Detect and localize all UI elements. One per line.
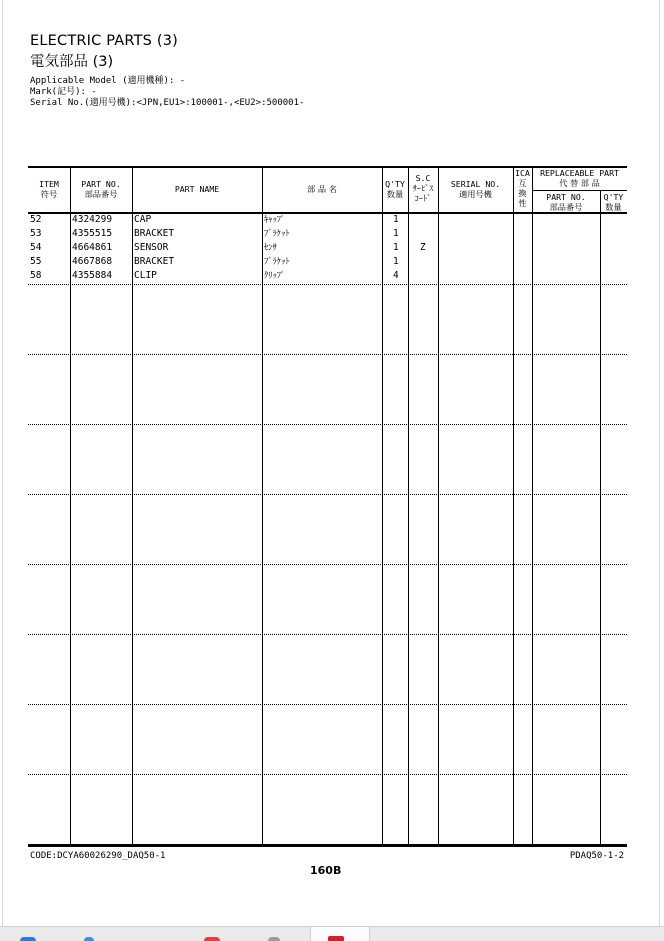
column-divider [70,166,71,847]
header-replaceable-qty: Q'TY 数量 [603,192,624,212]
row-separator [28,774,627,775]
app-icon[interactable] [268,937,280,941]
item-number: 53 [30,228,42,239]
item-number: 52 [30,214,42,225]
header-replaceable-part-no: PART NO. 部品番号 [546,192,586,212]
serial-number: Serial No.(適用号機):<JPN,EU1>:100001-,<EU2>:500001- [30,98,305,108]
page-title: ELECTRIC PARTS (3) [30,33,179,49]
applicable-model: Applicable Model (適用機種): - [30,76,186,86]
column-divider [438,166,439,847]
part-number: 4667868 [72,256,113,267]
table-bottom-rule [28,844,627,847]
part-number: 4355884 [72,270,113,281]
row-separator [28,704,627,705]
item-number: 54 [30,242,42,253]
row-separator [28,494,627,495]
header-part-name-jp: 部 品 名 [307,184,337,194]
part-name: CLIP [134,270,157,281]
part-name: SENSOR [134,242,169,253]
part-number: 4324299 [72,214,113,225]
page-title-japanese: 電気部品 (3) [30,54,114,70]
part-name-jp: ｸﾘｯﾌﾟ [264,271,286,281]
part-name-jp: ｾﾝｻ [264,243,277,253]
column-divider [532,166,533,847]
column-divider [408,166,409,847]
document-code: CODE:DCYA60026290_DAQ50-1 [30,851,166,861]
header-item: ITEM 符号 [39,179,59,199]
parts-table [28,166,627,847]
item-number: 55 [30,256,42,267]
part-name-jp: ｷｬｯﾌﾟ [264,215,286,225]
column-divider [262,166,263,847]
quantity: 1 [393,228,399,239]
header-ica: ICA 互 換 性 [515,168,530,208]
item-number: 58 [30,270,42,281]
part-name: BRACKET [134,256,175,267]
row-separator [28,284,627,285]
quantity: 1 [393,242,399,253]
service-code: Z [420,242,426,253]
app-icon[interactable] [84,937,94,941]
column-divider [132,166,133,847]
table-header-rule [28,212,627,214]
column-divider [600,190,601,847]
part-name-jp: ﾌﾞﾗｹｯﾄ [264,257,290,267]
app-icon[interactable] [20,937,36,941]
header-replaceable-part: REPLACEABLE PART 代 替 部 品 [540,168,619,188]
row-separator [28,354,627,355]
row-separator [28,424,627,425]
app-icon[interactable] [204,937,220,941]
active-app-tab[interactable] [310,927,370,941]
header-part-name: PART NAME [174,184,220,194]
part-name-jp: ﾌﾞﾗｹｯﾄ [264,229,290,239]
quantity: 4 [393,270,399,281]
header-service-code: S.C ｻｰﾋﾞｽ ｺｰﾄﾞ [412,173,434,203]
mark: Mark(記号): - [30,87,97,97]
header-serial-no: SERIAL NO. 適用号機 [450,179,501,199]
header-qty: Q'TY 数量 [385,179,405,199]
column-divider [513,166,514,847]
row-separator [28,564,627,565]
header-part-no: PART NO. 部品番号 [81,179,121,199]
replaceable-sub-rule [532,190,627,191]
column-divider [382,166,383,847]
page-number: 160B [310,864,342,877]
part-number: 4355515 [72,228,113,239]
part-name: BRACKET [134,228,175,239]
quantity: 1 [393,214,399,225]
taskbar [0,926,664,941]
row-separator [28,634,627,635]
pdf-app-icon [328,936,344,941]
part-name: CAP [134,214,152,225]
document-reference: PDAQ50-1-2 [569,851,624,861]
part-number: 4664861 [72,242,113,253]
quantity: 1 [393,256,399,267]
